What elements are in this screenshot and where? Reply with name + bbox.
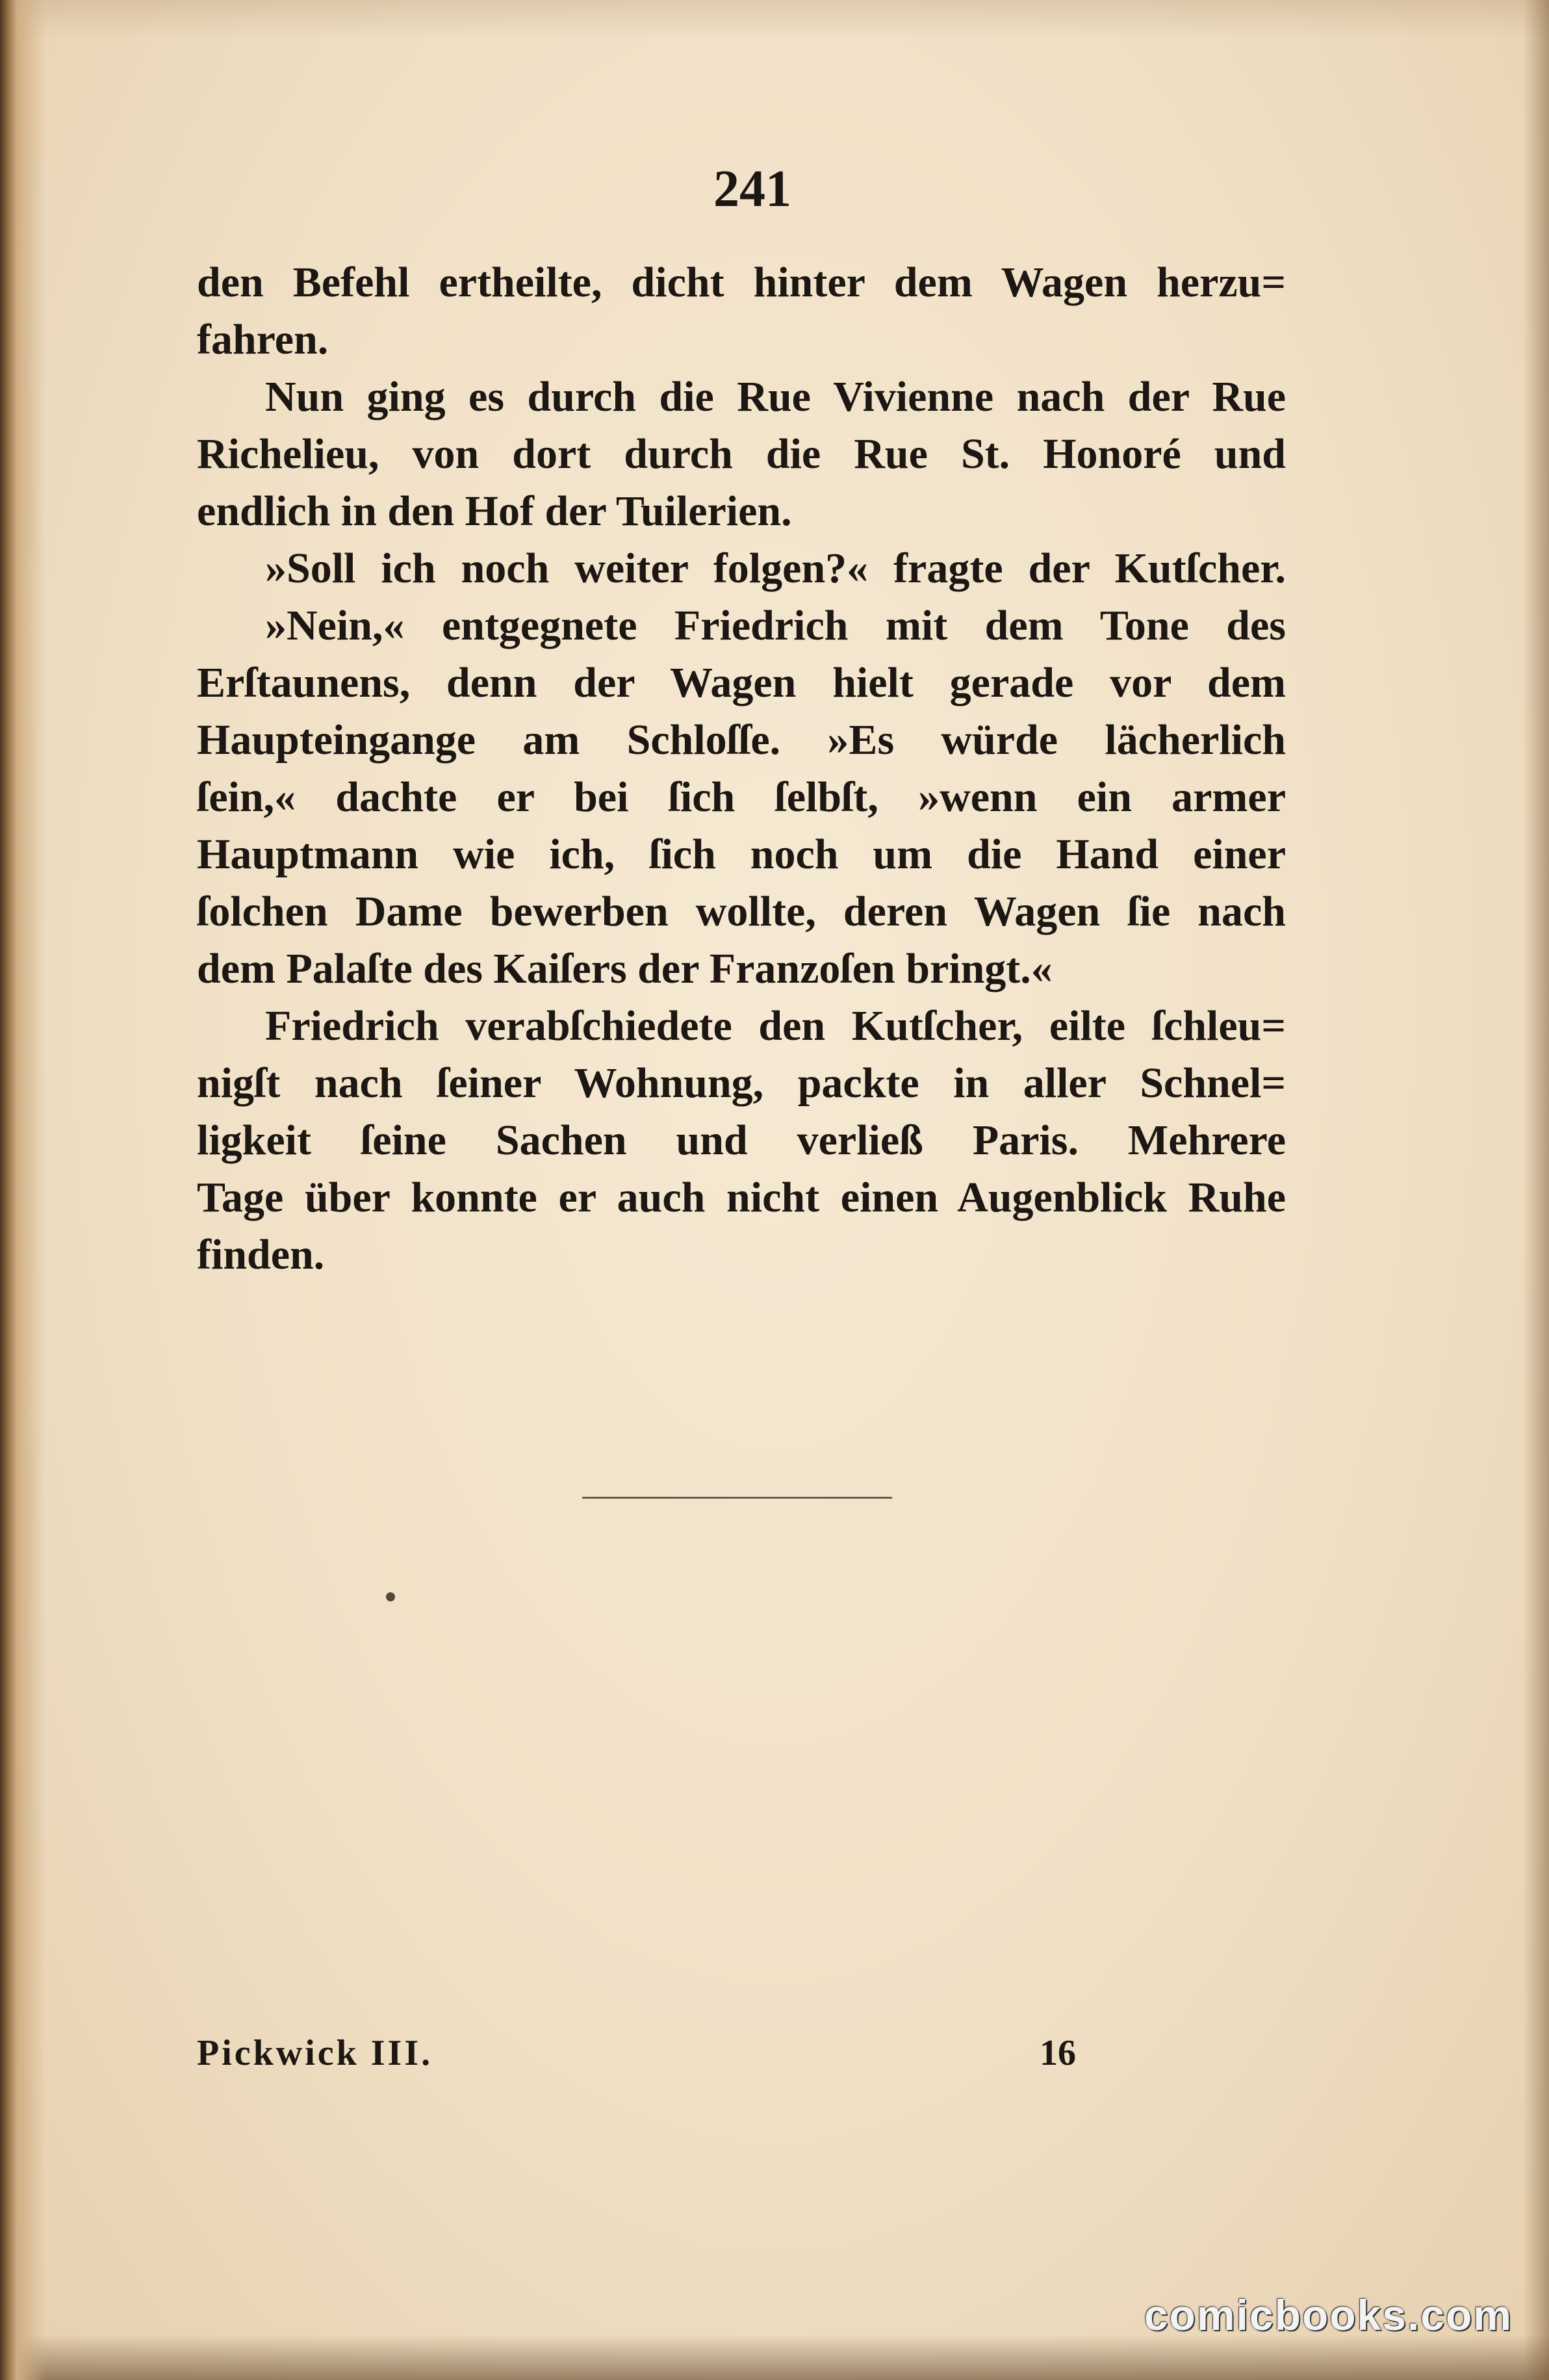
- sheet-number: 16: [1040, 2033, 1076, 2073]
- text-line: ligkeit ſeine Sachen und verließ Paris. Mehrere: [197, 1117, 1286, 1164]
- text-line: »Nein,« entgegnete Friedrich mit dem Tone des: [265, 602, 1286, 649]
- text-line: Nun ging es durch die Rue Vivienne nach der Rue: [265, 373, 1286, 420]
- text-line: »Soll ich noch weiter folgen?« fragte der Kutſcher.: [265, 545, 1286, 592]
- text-line: fahren.: [197, 316, 329, 363]
- text-line: den Befehl ertheilte, dicht hinter dem Wagen herzu=: [197, 259, 1286, 306]
- signature-mark: Pickwick III.: [197, 2033, 433, 2073]
- page-number: 241: [713, 161, 791, 218]
- text-line: finden.: [197, 1231, 325, 1278]
- paragraph: [197, 998, 1286, 1284]
- text-line: Richelieu, von dort durch die Rue St. Honoré und: [197, 430, 1286, 478]
- text-line: Erſtaunens, denn der Wagen hielt gerade vor dem: [197, 659, 1286, 706]
- text-line: Haupteingange am Schloſſe. »Es würde lächerlich: [197, 716, 1286, 764]
- text-line: dem Palaſte des Kaiſers der Franzoſen bringt.«: [197, 945, 1053, 992]
- text-line: ſolchen Dame bewerben wollte, deren Wagen ſie nach: [197, 888, 1286, 935]
- body-text: [197, 254, 1286, 1284]
- text-line: endlich in den Hof der Tuilerien.: [197, 487, 792, 535]
- watermark: comicbooks.com: [1144, 2291, 1513, 2339]
- ink-speck: [386, 1592, 395, 1601]
- section-divider: [582, 1497, 892, 1499]
- text-line: nigſt nach ſeiner Wohnung, packte in aller Schnel=: [197, 1059, 1286, 1107]
- paragraph: [197, 369, 1286, 540]
- text-line: Tage über konnte er auch nicht einen Augenblick Ruhe: [197, 1174, 1286, 1221]
- text-line: Hauptmann wie ich, ſich noch um die Hand einer: [197, 831, 1286, 878]
- text-line: Friedrich verabſchiedete den Kutſcher, eilte ſchleu=: [265, 1002, 1286, 1050]
- paragraph: [197, 254, 1286, 369]
- text-line: ſein,« dachte er bei ſich ſelbſt, »wenn ein armer: [197, 773, 1286, 821]
- paragraph: [197, 597, 1286, 998]
- paragraph: [197, 540, 1286, 597]
